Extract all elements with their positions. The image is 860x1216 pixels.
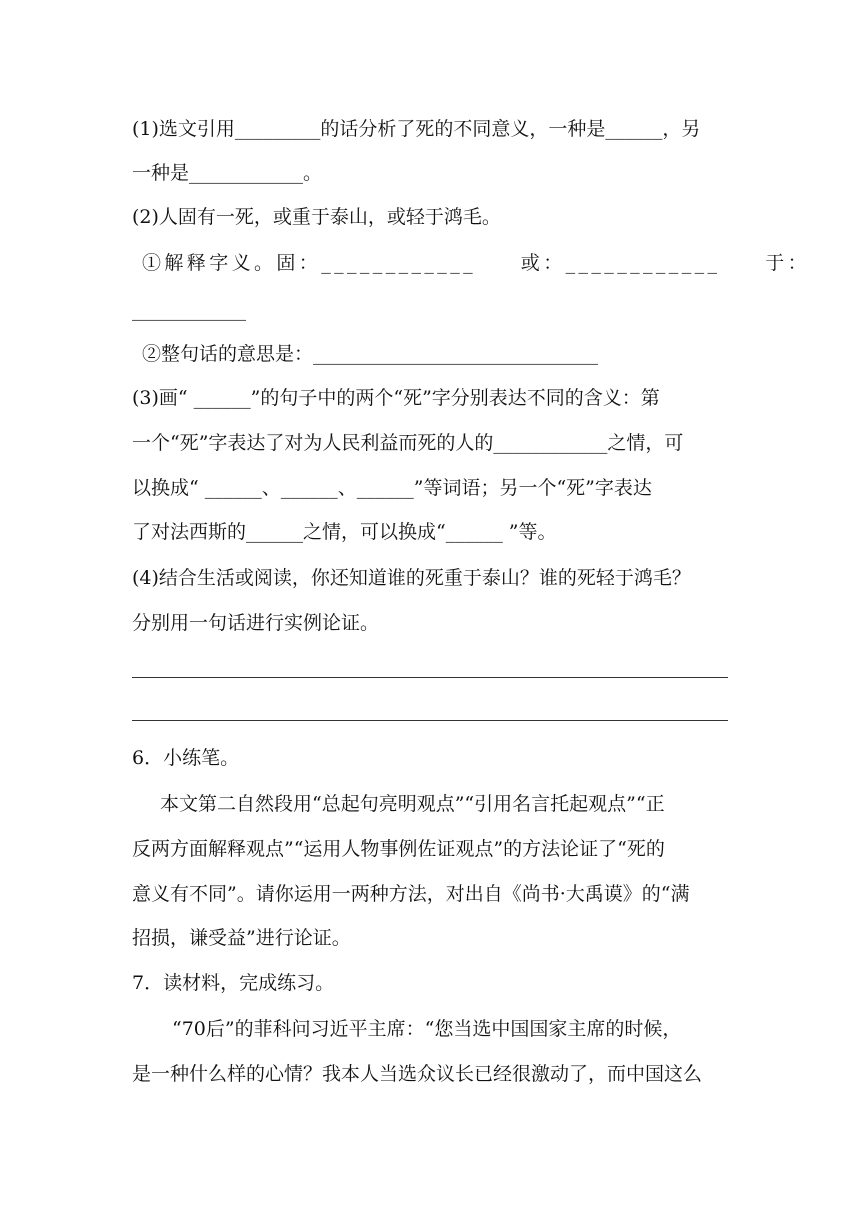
q5-part2-sub2: ②整句话的意思是：______________________________ bbox=[142, 343, 599, 365]
q5-part2-line1: (2)人固有一死，或重于泰山，或轻于鸿毛。 bbox=[132, 206, 501, 228]
q7-para-line1: “70后”的菲科问习近平主席：“您当选中国国家主席的时候， bbox=[172, 1018, 682, 1040]
q5-part1-line2: 一种是____________。 bbox=[132, 162, 323, 184]
q5-part1-line1: (1)选文引用_________的话分析了死的不同意义，一种是______，另 bbox=[132, 118, 701, 140]
q5-part3-line1: (3)画“ ______”的句子中的两个“死”字分别表达不同的含义：第 bbox=[132, 387, 660, 409]
q5-part4-line2: 分别用一句话进行实例论证。 bbox=[132, 612, 380, 634]
q6-heading: 6．小练笔。 bbox=[132, 747, 240, 769]
q5-part3-line3: 以换成“ ______、______、______”等词语；另一个“死”字表达 bbox=[132, 477, 652, 499]
q6-para-line4: 招损，谦受益”进行论证。 bbox=[132, 927, 351, 949]
q6-para-line3: 意义有不同”。请你运用一两种方法，对出自《尚书·大禹谟》的“满 bbox=[132, 883, 690, 905]
answer-line-1 bbox=[132, 677, 728, 678]
q5-part3-line4: 了对法西斯的______之情，可以换成“______ ”等。 bbox=[132, 521, 557, 543]
q7-para-line2: 是一种什么样的心情？我本人当选众议长已经很激动了，而中国这么 bbox=[132, 1063, 703, 1085]
q6-para-line1: 本文第二自然段用“总起句亮明观点”“引用名言托起观点”“正 bbox=[160, 793, 665, 815]
q5-part4-line1: (4)结合生活或阅读，你还知道谁的死重于泰山？谁的死轻于鸿毛？ bbox=[132, 567, 691, 589]
answer-line-2 bbox=[132, 720, 728, 721]
q5-part2-sub1: ①解释字义。固：____________ 或：____________ 于： bbox=[142, 252, 811, 274]
q7-heading: 7．读材料，完成练习。 bbox=[132, 972, 335, 994]
q5-part2-sub1-cont: ____________ bbox=[132, 299, 246, 321]
q6-para-line2: 反两方面解释观点”“运用人物事例佐证观点”的方法论证了“死的 bbox=[132, 838, 665, 860]
q5-part3-line2: 一个“死”字表达了对为人民利益而死的人的____________之情，可 bbox=[132, 432, 684, 454]
